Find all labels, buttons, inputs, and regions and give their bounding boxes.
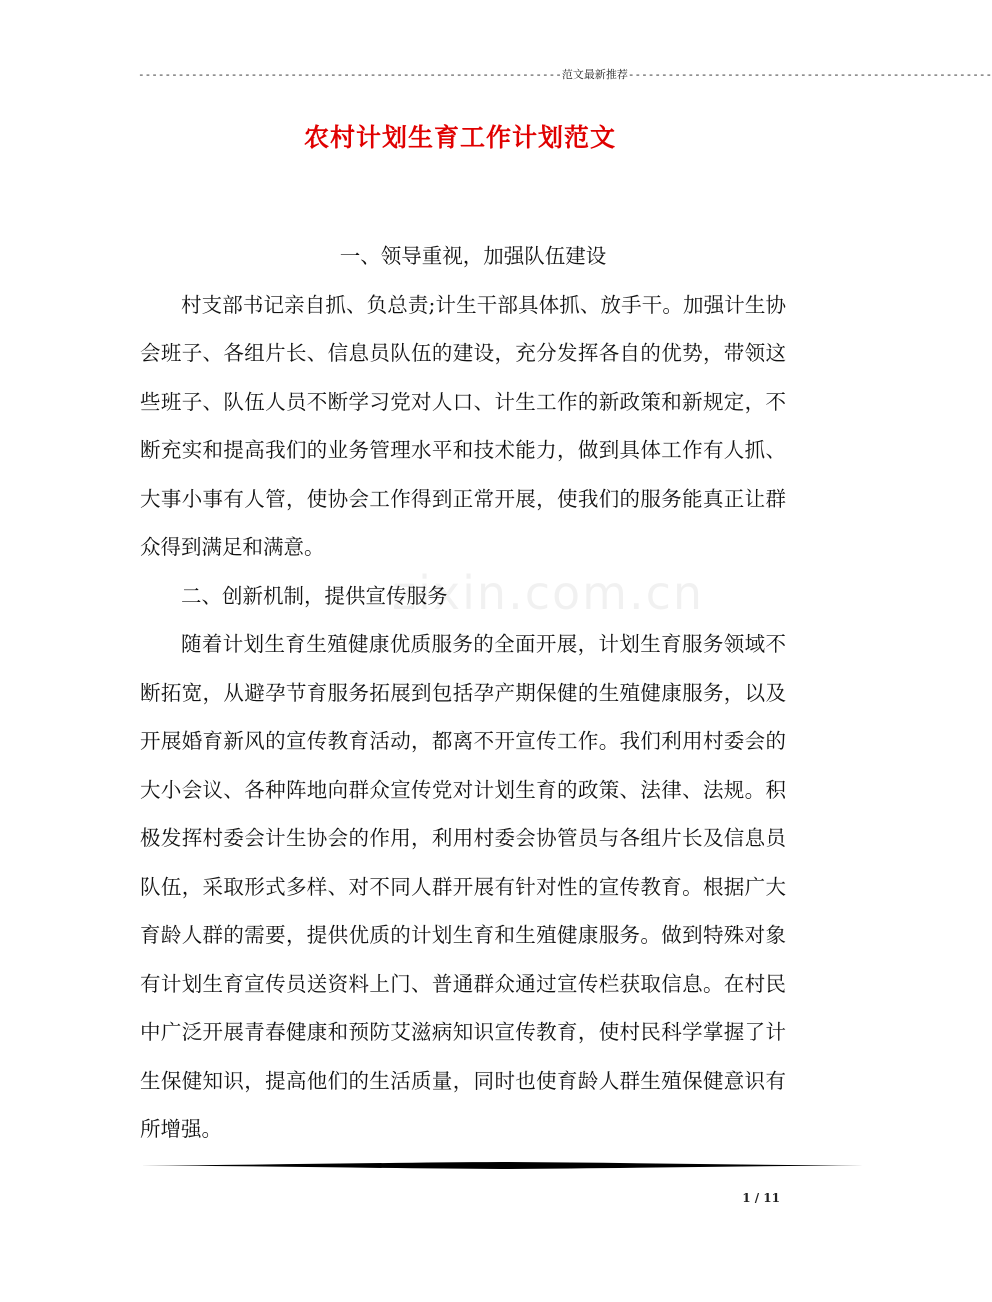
section-1-heading: 一、领导重视，加强队伍建设 (339, 244, 607, 268)
section-1-paragraph: 村支部书记亲自抓、负总责;计生干部具体抓、放手干。加强计生协会班子、各组片长、信息员队伍的建设，充分发挥各自的优势，带领这些班子、队伍人员不断学习党对人口、计生工作的新政策和新规定，不断充实和提高我们的业务管理水平和技术能力，做到具体工作有人抓、大事小事有人管，使协会工作得到正常开展，使我们的服务能真正让群众得到满足和满意。 (140, 292, 786, 559)
watermark: zixin.com.cn (392, 566, 705, 620)
section-2-heading: 二、创新机制，提供宣传服务 (181, 583, 448, 608)
footer-divider (140, 1161, 864, 1170)
document-title: 农村计划生育工作计划范文 (303, 123, 616, 152)
document-body (140, 232, 786, 1154)
header-banner: ----------------------------------------------------------------范文最新推荐------------------------------------------------------- (138, 68, 992, 81)
page-number: 1 / 11 (742, 1191, 780, 1205)
section-2-paragraph: 随着计划生育生殖健康优质服务的全面开展，计划生育服务领域不断拓宽，从避孕节育服务拓展到包括孕产期保健的生殖健康服务，以及开展婚育新风的宣传教育活动，都离不开宣传工作。我们利用村委会的大小会议、各种阵地向群众宣传党对计划生育的政策、法律、法规。积极发挥村委会计生协会的作用，利用村委会协管员与各组片长及信息员队伍，采取形式多样、对不同人群开展有针对性的宣传教育。根据广大育龄人群的需要，提供优质的计划生育和生殖健康服务。做到特殊对象有计划生育宣传员送资料上门、普通群众通过宣传栏获取信息。在村民中广泛开展青春健康和预防艾滋病知识宣传教育，使村民科学掌握了计生保健知识，提高他们的生活质量，同时也使育龄人群生殖保健意识有所增强。 (140, 632, 786, 1141)
